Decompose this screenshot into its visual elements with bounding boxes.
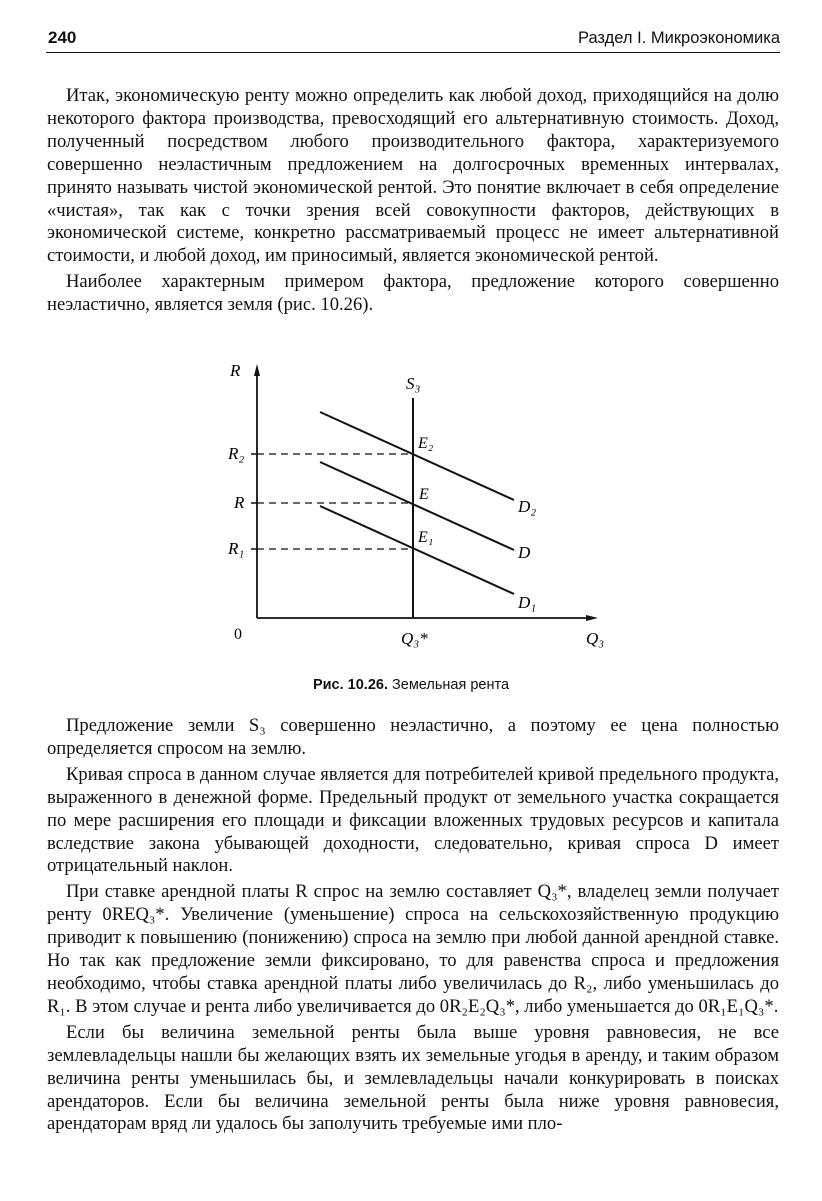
paragraph: Если бы величина земельной ренты была выше уровня равновесия, не все землевладельцы нашли бы желающих взять их земельные угодья в аренду, и таким образом величина ренты уменьшилась бы, и землевладельцы начали конкурировать в поисках арендаторов. Если бы величина земельной ренты была ниже уровня равновесия, арендаторам вряд ли удалось бы заполучить требуемые ими пло- — [47, 1021, 779, 1135]
caption-label: Рис. 10.26. — [312, 677, 388, 693]
demand-label-d: D — [518, 543, 531, 562]
paragraph: При ставке арендной платы R спрос на землю составляет Q₃*, владелец земли получает ренту 0REQ₃*. Увеличение (уменьшение) спроса на сельскохозяйственную продукцию приводит к повышению (понижению) спроса на землю при любой данной арендной ставке. Но так как предложение земли фиксировано, то для равенства спроса и предложения необходимо, чтобы ставка арендной платы либо увеличилась до R₂, либо уменьшилась до R₁. В этом случае и рента либо увеличивается до 0R₂E₂Q₃*, либо уменьшается до 0R₁E₁Q₃*. — [47, 881, 779, 1017]
level-label-r: R — [234, 493, 245, 512]
running-head — [46, 26, 780, 53]
paragraph: Предложение земли S₃ совершенно неэластично, а поэтому ее цена полностью определяется спросом на землю. — [47, 715, 779, 759]
section-title: Раздел I. Микроэкономика — [577, 29, 780, 47]
page-number: 240 — [48, 28, 77, 47]
level-label-r1: R₁ — [228, 539, 245, 558]
q-star-label: Q₃* — [401, 629, 428, 648]
land-rent-figure — [220, 360, 620, 660]
point-label-e2: E₂ — [418, 435, 434, 452]
paragraph: Наиболее характерным примером фактора, предложение которого совершенно неэластично, является земля (рис. 10.26). — [47, 271, 779, 316]
demand-curve-d1 — [320, 506, 514, 594]
land-rent-diagram — [220, 360, 620, 660]
demand-curve-d2 — [320, 412, 514, 500]
text-block-top — [47, 85, 779, 317]
supply-label: S₃ — [406, 374, 421, 393]
demand-curve-d — [320, 462, 514, 550]
origin-label: 0 — [234, 626, 242, 643]
y-axis-label: R — [230, 361, 241, 380]
paragraph: Итак, экономическую ренту можно определить как любой доход, приходящийся на долю некоторого фактора производства, превосходящий его альтернативную стоимость. Доход, полученный посредством любого производительного фактора, характеризуемого совершенно неэластичным предложением на долгосрочных временных интервалах, принято называть чистой экономической рентой. Это понятие включает в себя определение «чистая», так как с точки зрения всей совокупности факторов, действующих в экономической системе, конкретно рассматриваемый процесс не имеет альтернативной стоимости, и любой доход, им приносимый, является экономической рентой. — [47, 85, 779, 267]
level-label-r2: R₂ — [228, 444, 245, 463]
demand-label-d1: D₁ — [518, 593, 537, 612]
x-axis-arrow — [586, 615, 598, 621]
x-axis-label: Q₃ — [586, 629, 605, 648]
point-label-e: E — [419, 486, 429, 503]
point-label-e1: E₁ — [418, 529, 434, 546]
caption-text: Земельная рента — [392, 677, 510, 693]
demand-label-d2: D₂ — [518, 497, 537, 516]
figure-caption — [0, 677, 822, 693]
text-block-bottom — [47, 715, 779, 1136]
y-axis-arrow — [254, 364, 260, 376]
paragraph: Кривая спроса в данном случае является для потребителей кривой предельного продукта, выраженного в денежной форме. Предельный продукт от земельного участка сокращается по мере расширения его площади и фиксации вложенных трудовых ресурсов и капитала вследствие закона убывающей доходности, следовательно, кривая спроса D имеет отрицательный наклон. — [47, 763, 779, 877]
